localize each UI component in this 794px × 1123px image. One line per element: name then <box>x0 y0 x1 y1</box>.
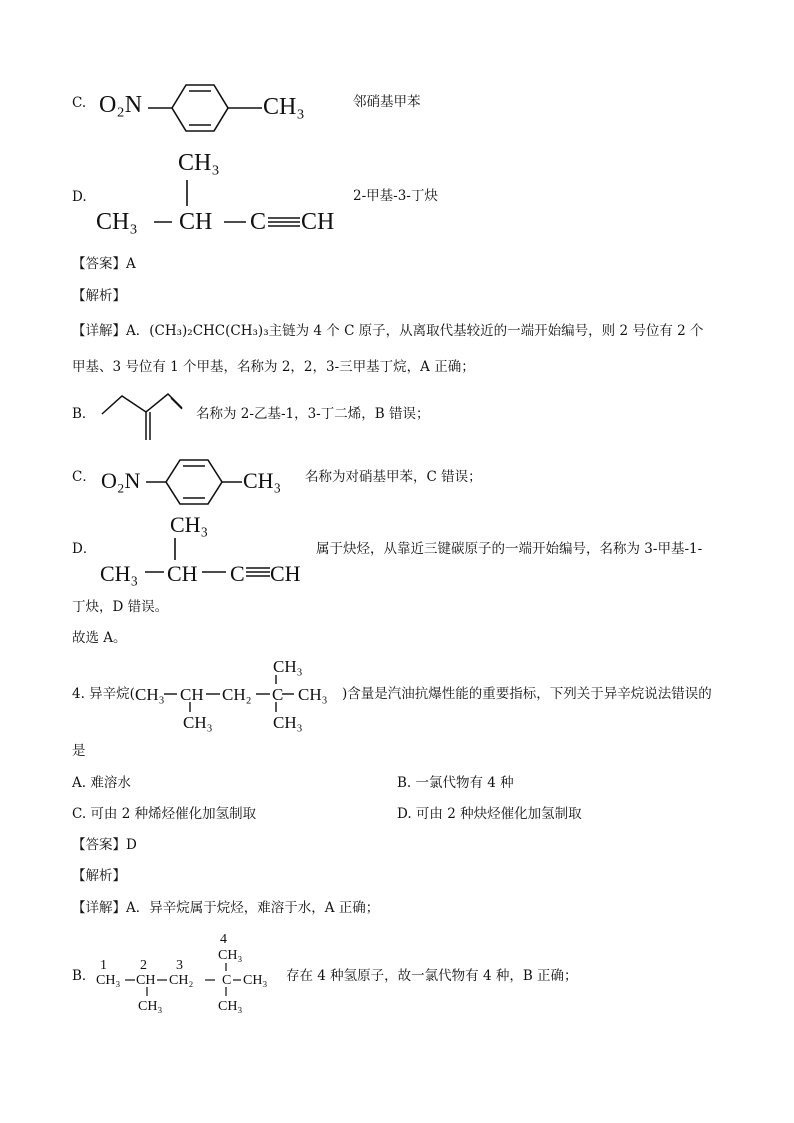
q4-answer: 【答案】D <box>72 837 137 853</box>
q4-c4: C <box>272 685 284 704</box>
chain-c: C <box>230 561 245 586</box>
benzene-ring-icon <box>140 78 230 138</box>
q3-detail-a-line2: 甲基、3 号位有 1 个甲基，名称为 2，2，3-三甲基丁烷，A 正确； <box>72 359 475 375</box>
q3-detail-a-line1: 【详解】A．(CH₃)₂CHC(CH₃)₃主链为 4 个 C 原子，从离取代基较近的一端开始编号，则 2 号位有 2 个 <box>72 323 704 339</box>
q4-bottom-methyl-4: CH₃ <box>273 713 303 732</box>
q4-option-a: A. 难溶水 <box>72 775 131 791</box>
top-methyl: CH₃ <box>170 512 209 537</box>
option-d-label: D. <box>72 189 87 205</box>
diene-skeletal-icon <box>100 390 180 450</box>
option-c-label: C. <box>72 95 87 111</box>
chain-c: C <box>250 209 267 235</box>
q4-prefix: 4. 异辛烷( <box>72 686 135 702</box>
q3-c-text: 名称为对硝基甲苯，C 错误； <box>305 469 482 485</box>
q4-b-c5: CH₃ <box>243 973 268 988</box>
q3-d-text-line2: 丁炔，D 错误。 <box>72 599 169 615</box>
nitro-group: O₂N <box>101 468 141 493</box>
q4-b-c1: CH₃ <box>96 973 121 988</box>
isooctane-bonds <box>95 962 295 1022</box>
q4-c5: CH₃ <box>298 685 328 704</box>
q4-b-bottom-methyl-2: CH₃ <box>138 999 163 1014</box>
q4-suffix: )含量是汽油抗爆性能的重要指标，下列关于异辛烷说法错误的 <box>342 686 712 702</box>
q3-b-label: B． <box>72 406 96 422</box>
q4-c2: CH <box>180 685 204 704</box>
q4-b-c2: CH <box>136 973 156 988</box>
q4-b-c3: CH₂ <box>169 973 194 988</box>
q3-d-label: D． <box>72 541 97 557</box>
q4-b-label: B． <box>72 968 96 984</box>
option-d-name: 2-甲基-3-丁炔 <box>353 188 438 204</box>
chain-ch3: CH₃ <box>100 561 139 586</box>
methyl-group: CH₃ <box>243 468 282 493</box>
top-methyl: CH₃ <box>178 150 220 176</box>
q4-analysis: 【解析】 <box>72 868 126 884</box>
q3-answer: 【答案】A <box>72 256 136 272</box>
q4-c1: CH₃ <box>135 685 165 704</box>
q3-d-text-line1: 属于炔烃，从靠近三键碳原子的一端开始编号，名称为 3-甲基-1- <box>316 541 703 557</box>
q3-c-label: C． <box>72 469 96 485</box>
q4-line2: 是 <box>72 743 86 759</box>
q4-b-c4: C <box>222 973 232 988</box>
q3-choose: 故选 A。 <box>72 630 127 646</box>
benzene-ring-icon <box>138 455 228 511</box>
carbon-number-1: 1 <box>100 958 107 973</box>
chain-ch: CH <box>179 209 213 235</box>
carbon-number-4: 4 <box>220 932 227 947</box>
carbon-number-3: 3 <box>176 958 183 973</box>
chain-ch-terminal: CH <box>270 561 301 586</box>
q4-c3: CH₂ <box>222 685 252 704</box>
q4-b-text: 存在 4 种氢原子，故一氯代物有 4 种，B 正确； <box>286 968 578 984</box>
nitro-group: O₂N <box>99 92 143 118</box>
q4-detail-a: 【详解】A．异辛烷属于烷烃，难溶于水，A 正确； <box>72 900 380 916</box>
chain-ch-terminal: CH <box>301 209 335 235</box>
q3-analysis: 【解析】 <box>72 288 126 304</box>
q4-option-c: C. 可由 2 种烯烃催化加氢制取 <box>72 806 257 822</box>
q4-bottom-methyl-2: CH₃ <box>183 713 213 732</box>
q4-option-d: D. 可由 2 种炔烃催化加氢制取 <box>397 806 582 822</box>
chain-ch: CH <box>167 561 198 586</box>
chain-ch3: CH₃ <box>96 209 138 235</box>
q4-option-b: B. 一氯代物有 4 种 <box>397 775 514 791</box>
option-c-name: 邻硝基甲苯 <box>353 94 421 110</box>
q3-b-text: 名称为 2-乙基-1，3-丁二烯，B 错误； <box>196 406 430 422</box>
carbon-number-2: 2 <box>140 958 147 973</box>
methyl-group: CH₃ <box>263 94 305 120</box>
q4-b-bottom-methyl-4: CH₃ <box>218 999 243 1014</box>
q4-top-methyl: CH₃ <box>273 657 303 676</box>
q4-b-top-methyl: CH₃ <box>218 948 243 963</box>
